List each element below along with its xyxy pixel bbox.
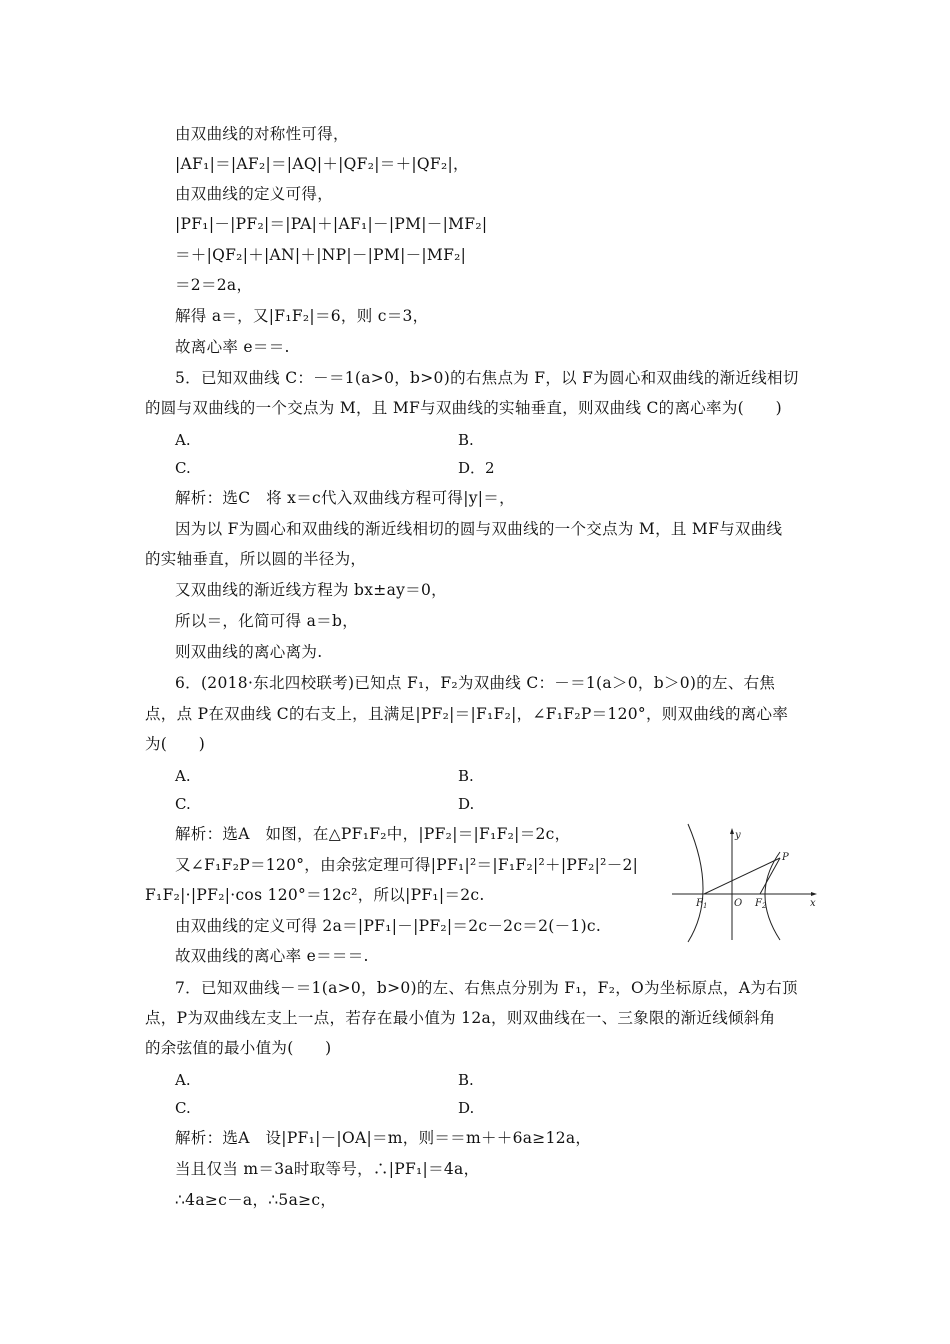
f1-label: $F_1$ [696,898,708,910]
option-a: A. [175,1071,191,1089]
solution-line: 又∠F₁F₂P＝120°，由余弦定理可得|PF₁|²＝|F₁F₂|²＋|PF₂|²－2| [175,856,639,874]
f2-label: $F_2$ [755,898,767,910]
solution-line: 当且仅当 m＝3a时取等号，∴|PF₁|＝4a， [175,1160,480,1178]
option-a: A. [175,767,191,785]
option-d: D. [458,795,475,813]
text-line: ＝＋|QF₂|＋|AN|＋|NP|－|PM|－|MF₂| [175,246,467,264]
text-line: 由双曲线的定义可得， [175,185,334,203]
option-b: B. [458,767,474,785]
solution-line: 解析：选A 如图，在△PF₁F₂中，|PF₂|＝|F₁F₂|＝2c， [175,825,571,843]
x-axis-arrow [811,892,817,896]
y-axis-arrow [730,828,734,834]
solution-line: 因为以 F为圆心和双曲线的渐近线相切的圆与双曲线的一个交点为 M，且 MF与双曲线 [175,520,783,538]
hyperbola-right-branch [765,852,780,940]
segment-pf1 [704,858,780,894]
option-b: B. [458,1071,474,1089]
question-5-stem: 的圆与双曲线的一个交点为 M，且 MF与双曲线的实轴垂直，则双曲线 C的离心率为( ) [145,399,782,417]
text-line: 解得 a＝，又|F₁F₂|＝6，则 c＝3， [175,307,429,325]
solution-line: F₁F₂|·|PF₂|·cos 120°＝12c²，所以|PF₁|＝2c. [145,886,485,904]
x-label: x [810,898,816,909]
text-line: 故离心率 e＝＝. [175,338,290,356]
solution-line: 故双曲线的离心率 e＝＝＝. [175,947,369,965]
solution-line: 解析：选A 设|PF₁|－|OA|＝m，则＝＝m＋＋6a≥12a， [175,1129,592,1147]
option-a: A. [175,431,191,449]
option-b: B. [458,431,474,449]
option-c: C. [175,1099,191,1117]
solution-line: 所以＝，化简可得 a＝b， [175,612,358,630]
solution-line: 的实轴垂直，所以圆的半径为， [145,550,367,568]
origin-label: O [734,898,743,909]
solution-line: 由双曲线的定义可得 2a＝|PF₁|－|PF₂|＝2c－2c＝2(－1)c. [175,917,602,935]
text-line: |AF₁|＝|AF₂|＝|AQ|＋|QF₂|＝＋|QF₂|， [175,155,469,173]
question-7-stem: 的余弦值的最小值为( ) [145,1039,332,1057]
text-line: ＝2＝2a， [175,276,253,294]
segment-pf2 [760,858,780,894]
question-7-stem: 7．已知双曲线－＝1(a>0，b>0)的左、右焦点分别为 F₁，F₂，O为坐标原点，A为右顶 [175,979,798,997]
question-6-stem: 点，点 P在双曲线 C的右支上，且满足|PF₂|＝|F₁F₂|，∠F₁F₂P＝120°，则双曲线的离心率 [145,705,789,723]
solution-line: 解析：选C 将 x＝c代入双曲线方程可得|y|＝， [175,489,515,507]
text-line: 由双曲线的对称性可得， [175,125,349,143]
solution-line: ∴4a≥c－a，∴5a≥c， [175,1191,337,1209]
option-c: C. [175,459,191,477]
y-label: y [735,830,741,841]
solution-line: 又双曲线的渐近线方程为 bx±ay＝0， [175,581,447,599]
question-5-stem: 5．已知双曲线 C：－＝1(a>0，b>0)的右焦点为 F，以 F为圆心和双曲线的渐近线相切 [175,369,799,387]
hyperbola-left-branch [688,824,703,942]
option-d: D. [458,1099,475,1117]
question-7-stem: 点，P为双曲线左支上一点，若存在最小值为 12a，则双曲线在一、三象限的渐近线倾斜角 [145,1009,776,1027]
question-6-stem: 6．(2018·东北四校联考)已知点 F₁，F₂为双曲线 C：－＝1(a＞0，b＞0)的左、右焦 [175,674,776,692]
question-6-stem: 为( ) [145,735,206,753]
point-p-label: P [782,852,789,863]
option-c: C. [175,795,191,813]
option-d: D．2 [458,459,495,477]
hyperbola-figure [668,822,820,944]
solution-line: 则双曲线的离心离为. [175,643,323,661]
text-line: |PF₁|－|PF₂|＝|PA|＋|AF₁|－|PM|－|MF₂| [175,215,488,233]
